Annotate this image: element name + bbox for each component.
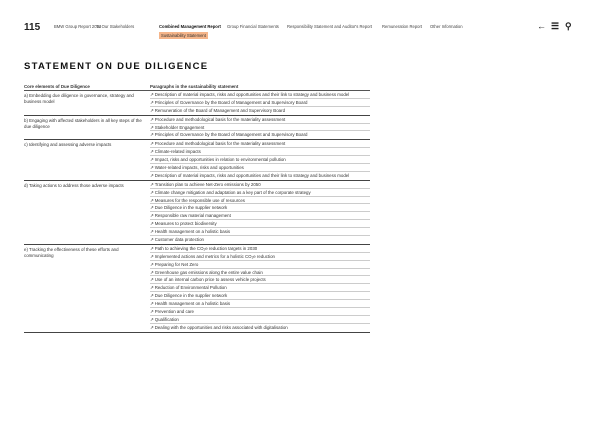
paragraph-label: Procedure and methodological basis for the materiality assessment — [154, 141, 286, 147]
paragraph-label: Path to achieving the CO₂e reduction targets in 2030 — [154, 245, 258, 251]
paragraph-link[interactable] — [150, 300, 370, 308]
paragraph-link[interactable] — [150, 131, 370, 139]
nav-stakeholders[interactable]: To Our Stakeholders — [96, 24, 135, 29]
link-arrow-icon: ↗ — [150, 107, 154, 113]
link-arrow-icon: ↗ — [150, 221, 154, 227]
paragraph-link[interactable] — [150, 269, 370, 277]
link-arrow-icon: ↗ — [150, 205, 154, 211]
paragraph-link[interactable] — [150, 124, 370, 132]
table-row — [24, 116, 370, 141]
paragraph-link[interactable] — [150, 116, 370, 124]
paragraph-link[interactable] — [150, 253, 370, 261]
paragraph-label: Principles of Governance by the Board of Management and Supervisory Board — [154, 99, 308, 105]
core-element: b) Engaging with affected stakeholders in all key steps of the due diligence — [24, 117, 142, 129]
due-diligence-table — [24, 84, 370, 333]
link-arrow-icon: ↗ — [150, 277, 154, 283]
paragraph-label: Remuneration of the Board of Management and Supervisory Board — [154, 107, 286, 113]
link-arrow-icon: ↗ — [150, 149, 154, 155]
paragraph-label: Stakeholder Engagement — [154, 124, 205, 130]
paragraph-label: Measures for the responsible use of resources — [154, 197, 245, 203]
paragraph-label: Health management on a holistic basis — [154, 229, 231, 235]
paragraph-link[interactable] — [150, 236, 370, 244]
core-element: c) Identifying and assessing adverse impacts — [24, 142, 112, 148]
menu-icon[interactable]: ☰ — [551, 21, 560, 31]
header-paragraphs: Paragraphs in the sustainability statement — [150, 84, 239, 89]
paragraph-link[interactable] — [150, 284, 370, 292]
link-arrow-icon: ↗ — [150, 324, 154, 330]
paragraph-link[interactable] — [150, 316, 370, 324]
paragraph-label: Description of material impacts, risks and opportunities and their link to strategy and business model — [154, 92, 350, 97]
paragraph-link[interactable] — [150, 91, 370, 99]
paragraph-link[interactable] — [150, 276, 370, 284]
link-arrow-icon: ↗ — [150, 172, 154, 178]
paragraph-label: Water-related impacts, risks and opportunities — [154, 165, 244, 171]
paragraph-link[interactable] — [150, 261, 370, 269]
paragraph-link[interactable] — [150, 164, 370, 172]
link-arrow-icon: ↗ — [150, 181, 154, 187]
link-arrow-icon: ↗ — [150, 253, 154, 259]
paragraph-label: Qualification — [154, 316, 179, 322]
paragraph-label: Due Diligence in the supplier network — [154, 205, 228, 211]
link-arrow-icon: ↗ — [150, 237, 154, 243]
link-arrow-icon: ↗ — [150, 132, 154, 138]
paragraph-link[interactable] — [150, 292, 370, 300]
core-element: a) Embedding due diligence in governance, strategy and business model — [24, 93, 134, 104]
link-arrow-icon: ↗ — [150, 157, 154, 163]
link-arrow-icon: ↗ — [150, 293, 154, 299]
link-arrow-icon: ↗ — [150, 229, 154, 235]
paragraph-label: Implemented actions and metrics for a holistic CO₂e reduction — [154, 253, 275, 259]
header-core-elements: Core elements of Due Diligence — [24, 84, 90, 89]
table-header — [24, 84, 370, 91]
paragraph-link[interactable] — [150, 212, 370, 220]
table-row — [24, 91, 370, 116]
link-arrow-icon: ↗ — [150, 261, 154, 267]
paragraph-label: Principles of Governance by the Board of Management and Supervisory Board — [154, 132, 308, 138]
nav-responsibility-statement[interactable]: Responsibility Statement and Auditor's Report — [287, 24, 373, 29]
link-arrow-icon: ↗ — [150, 92, 154, 97]
table-row — [24, 140, 370, 180]
core-element: d) Taking actions to address those adverse impacts — [24, 182, 124, 188]
paragraph-label: Description of material impacts, risks and opportunities and their link to strategy and business model — [154, 172, 350, 178]
link-arrow-icon: ↗ — [150, 285, 154, 291]
nav-sustainability-statement[interactable]: Sustainability Statement — [161, 33, 206, 38]
paragraph-label: Responsible raw material management — [154, 213, 231, 219]
paragraph-link[interactable] — [150, 197, 370, 205]
paragraph-label: Health management on a holistic basis — [154, 301, 231, 307]
page-title: STATEMENT ON DUE DILIGENCE — [24, 61, 209, 72]
paragraph-label: Prevention and care — [154, 309, 194, 315]
search-icon[interactable]: ⚲ — [565, 21, 572, 31]
link-arrow-icon: ↗ — [150, 197, 154, 203]
nav-other-info[interactable]: Other Information — [430, 24, 463, 29]
nav-report[interactable]: BMW Group Report 2024 — [54, 24, 102, 29]
paragraph-link[interactable] — [150, 181, 370, 189]
paragraph-label: Dealing with the opportunities and risks associated with digitalisation — [154, 324, 288, 330]
paragraph-link[interactable] — [150, 220, 370, 228]
paragraph-label: Climate-related impacts — [154, 149, 201, 155]
link-arrow-icon: ↗ — [150, 269, 154, 275]
paragraph-link[interactable] — [150, 189, 370, 197]
paragraph-link[interactable] — [150, 245, 370, 253]
paragraph-link[interactable] — [150, 204, 370, 212]
link-arrow-icon: ↗ — [150, 309, 154, 315]
link-arrow-icon: ↗ — [150, 116, 154, 122]
link-arrow-icon: ↗ — [150, 316, 154, 322]
paragraph-label: Measures to protect biodiversity — [154, 221, 217, 227]
link-arrow-icon: ↗ — [150, 189, 154, 195]
nav-management-report[interactable]: Combined Management Report — [159, 24, 221, 29]
link-arrow-icon: ↗ — [150, 245, 154, 251]
link-arrow-icon: ↗ — [150, 301, 154, 307]
core-element: e) Tracking the effectiveness of these efforts and communicating — [24, 246, 119, 258]
paragraph-label: Impact, risks and opportunities in relation to environmental pollution — [154, 157, 286, 163]
link-arrow-icon: ↗ — [150, 124, 154, 130]
link-arrow-icon: ↗ — [150, 165, 154, 171]
paragraph-link[interactable] — [150, 156, 370, 164]
paragraph-link[interactable] — [150, 99, 370, 107]
paragraph-label: Climate change mitigation and adaptation as a key part of the corporate strategy — [154, 189, 311, 195]
paragraph-link[interactable] — [150, 107, 370, 115]
nav-financial-statements[interactable]: Group Financial Statements — [227, 24, 279, 29]
link-arrow-icon: ↗ — [150, 99, 154, 105]
link-arrow-icon: ↗ — [150, 141, 154, 147]
paragraph-link[interactable] — [150, 140, 370, 148]
paragraph-label: Procedure and methodological basis for the materiality assessment — [154, 116, 286, 122]
page-number: 115 — [24, 22, 41, 33]
paragraph-label: Use of an internal carbon price to assess vehicle projects — [154, 277, 266, 283]
paragraph-label: Preparing for Net Zero — [154, 261, 199, 267]
paragraph-link[interactable] — [150, 324, 370, 332]
paragraph-link[interactable] — [150, 228, 370, 236]
paragraph-label: Customer data protection — [154, 237, 204, 243]
paragraph-label: Reduction of Environmental Pollution — [154, 285, 227, 291]
link-arrow-icon: ↗ — [150, 213, 154, 219]
paragraph-link[interactable] — [150, 308, 370, 316]
table-row — [24, 245, 370, 333]
paragraph-label: Transition plan to achieve Net-Zero emissions by 2050 — [154, 181, 261, 187]
back-arrow-icon[interactable]: ← — [537, 21, 546, 31]
paragraph-label: Due Diligence in the supplier network — [154, 293, 228, 299]
nav-remuneration[interactable]: Remuneration Report — [382, 24, 423, 29]
table-row — [24, 181, 370, 245]
paragraph-link[interactable] — [150, 172, 370, 180]
paragraph-link[interactable] — [150, 148, 370, 156]
paragraph-label: Greenhouse gas emissions along the entire value chain — [154, 269, 263, 275]
